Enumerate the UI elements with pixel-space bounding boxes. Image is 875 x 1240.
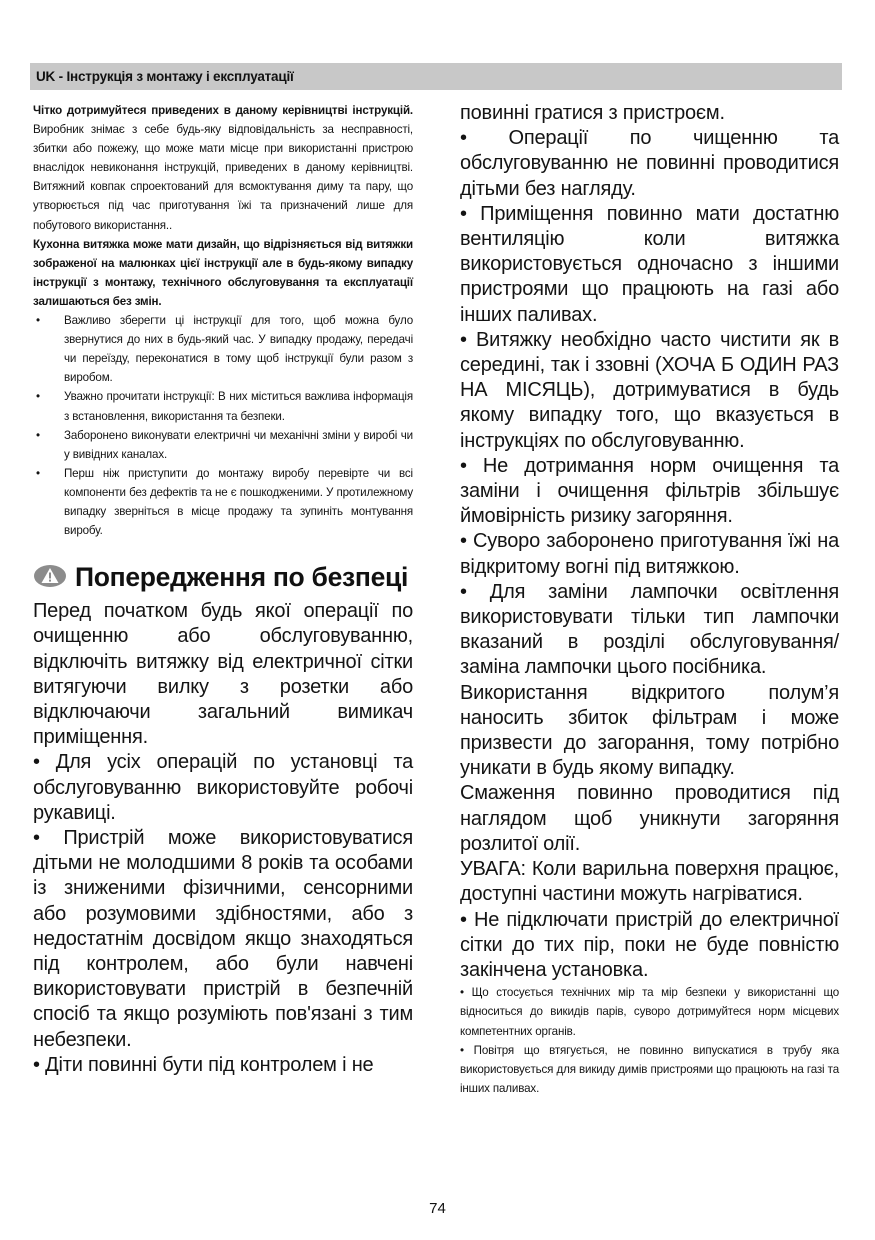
paragraph: • Витяжку необхідно часто чистити як в середині, так і ззовні (ХОЧА Б ОДИН РАЗ НА МІСЯЦЬ), дотримуватися в будь якому випадку того, що вказується в інструкціях по обслуговуванню. [460, 328, 839, 452]
paragraph: • Пристрій може використовуватися дітьми не молодшими 8 років та особами із зниженими фізичними, сенсорними або розумовими здібностями, або з недостатнім досвідом якщо знаходяться під контролем, або були навчені використовувати пристрій в безпечній спосіб та якщо розуміють пов'язані з тим небезпеки. [33, 826, 413, 1051]
section-header-bar [30, 63, 842, 90]
paragraph: Смаження повинно проводитися під наглядом щоб уникнути загоряння розлитої олії. [460, 782, 839, 855]
list-item: • Уважно прочитати інструкції: В них міститься важлива інформація з встановлення, використання та безпеки. [33, 387, 413, 425]
design-notice: Кухонна витяжка може мати дизайн, що відрізняється від витяжки зображеної на малюнках цієї інструкції але в будь-якому випадку інструкції з монтажу, технічного обслуговування та експлуатації залишаються без змін. [33, 237, 413, 308]
intro-text: Виробник знімає з себе будь-яку відповідальність за несправності, збитки або пожежу, що може мати місце при використанні пристрою внаслідок невиконання інструкцій, приведених в даному керівництві. Витяжний ковпак спроектований для всмоктування диму та пару, що утворюється під час приготування їжі та призначений лише для побутового використання.. [33, 123, 413, 232]
paragraph: повинні гратися з пристроєм. [460, 102, 725, 124]
instruction-bullet-list [33, 311, 413, 540]
intro-paragraph [33, 101, 413, 235]
paragraph: • Не підключати пристрій до електричної сітки до тих пір, поки не буде повністю закінчена установка. [460, 908, 839, 981]
paragraph: • Для усіх операцій по установці та обслуговуванню використовуйте робочі рукавиці. [33, 751, 413, 824]
list-item: • Важливо зберегти ці інструкції для того, щоб можна було звернутися до них в будь-який час. У випадку продажу, передачі чи переїзду, переконатися в тому щоб інструкції були разом з виробом. [33, 311, 413, 387]
list-item: • Перш ніж приступити до монтажу виробу перевірте чи всі компоненти без дефектів та не є пошкодженими. У протилежному випадку зверніться в місце продажу та зупиніть монтування виробу. [33, 464, 413, 540]
paragraph: • Операції по чищенню та обслуговуванню не повинні проводитися дітьми без нагляду. [460, 127, 839, 200]
paragraph: Перед початком будь якої операції по очищенню або обслуговуванню, відключіть витяжку від електричної сітки витягуючи вилку з розетки або відключаючи загальний вимикач приміщення. [33, 600, 413, 749]
small-paragraph: • Повітря що втягується, не повинно випускатися в трубу яка використовується для викиду димів пристроями що працюють на газі та інших паливах. [460, 1043, 839, 1096]
page-number: 74 [429, 1200, 446, 1217]
section-header-title: UK - Інструкція з монтажу і експлуатації [36, 69, 294, 84]
safety-warning-heading [33, 557, 413, 599]
paragraph: • Діти повинні бути під контролем і не [33, 1053, 374, 1076]
paragraph: • Для заміни лампочки освітлення використовувати тільки тип лампочки вказаний в розділі обслуговування/заміна лампочки цього посібника. [460, 580, 839, 679]
safety-warning-title: Попередження по безпеці [75, 562, 409, 593]
warning-triangle-icon [33, 559, 67, 599]
paragraph: УВАГА: Коли варильна поверхня працює, доступні частини можуть нагріватися. [460, 858, 839, 906]
paragraph: • Суворо заборонено приготування їжі на відкритому вогні під витяжкою. [460, 530, 839, 578]
paragraph: Використання відкритого полум’я наносить збиток фільтрам і може призвести до загорання, тому потрібно уникати в будь якому випадку. [460, 681, 839, 780]
left-warning-body [33, 599, 413, 1078]
list-item: • Заборонено виконувати електричні чи механічні зміни у виробі чи у вивідних каналах. [33, 426, 413, 464]
paragraph: • Не дотримання норм очищення та заміни і очищення фільтрів збільшує ймовірність ризику загоряння. [460, 454, 839, 528]
right-column [460, 101, 839, 1098]
left-column [33, 101, 413, 1078]
paragraph: • Приміщення повинно мати достатню вентиляцію коли витяжка використовується одночасно з іншими пристроями що працюють на газі або інших паливах. [460, 202, 839, 326]
small-paragraph: • Що стосується технічних мір та мір безпеки у використанні що відноситься до викидів парів, суворо дотримуйтеся норм місцевих компетентних органів. [460, 986, 839, 1038]
intro-bold-text: Чітко дотримуйтеся приведених в даному керівництві інструкцій. [33, 104, 413, 117]
